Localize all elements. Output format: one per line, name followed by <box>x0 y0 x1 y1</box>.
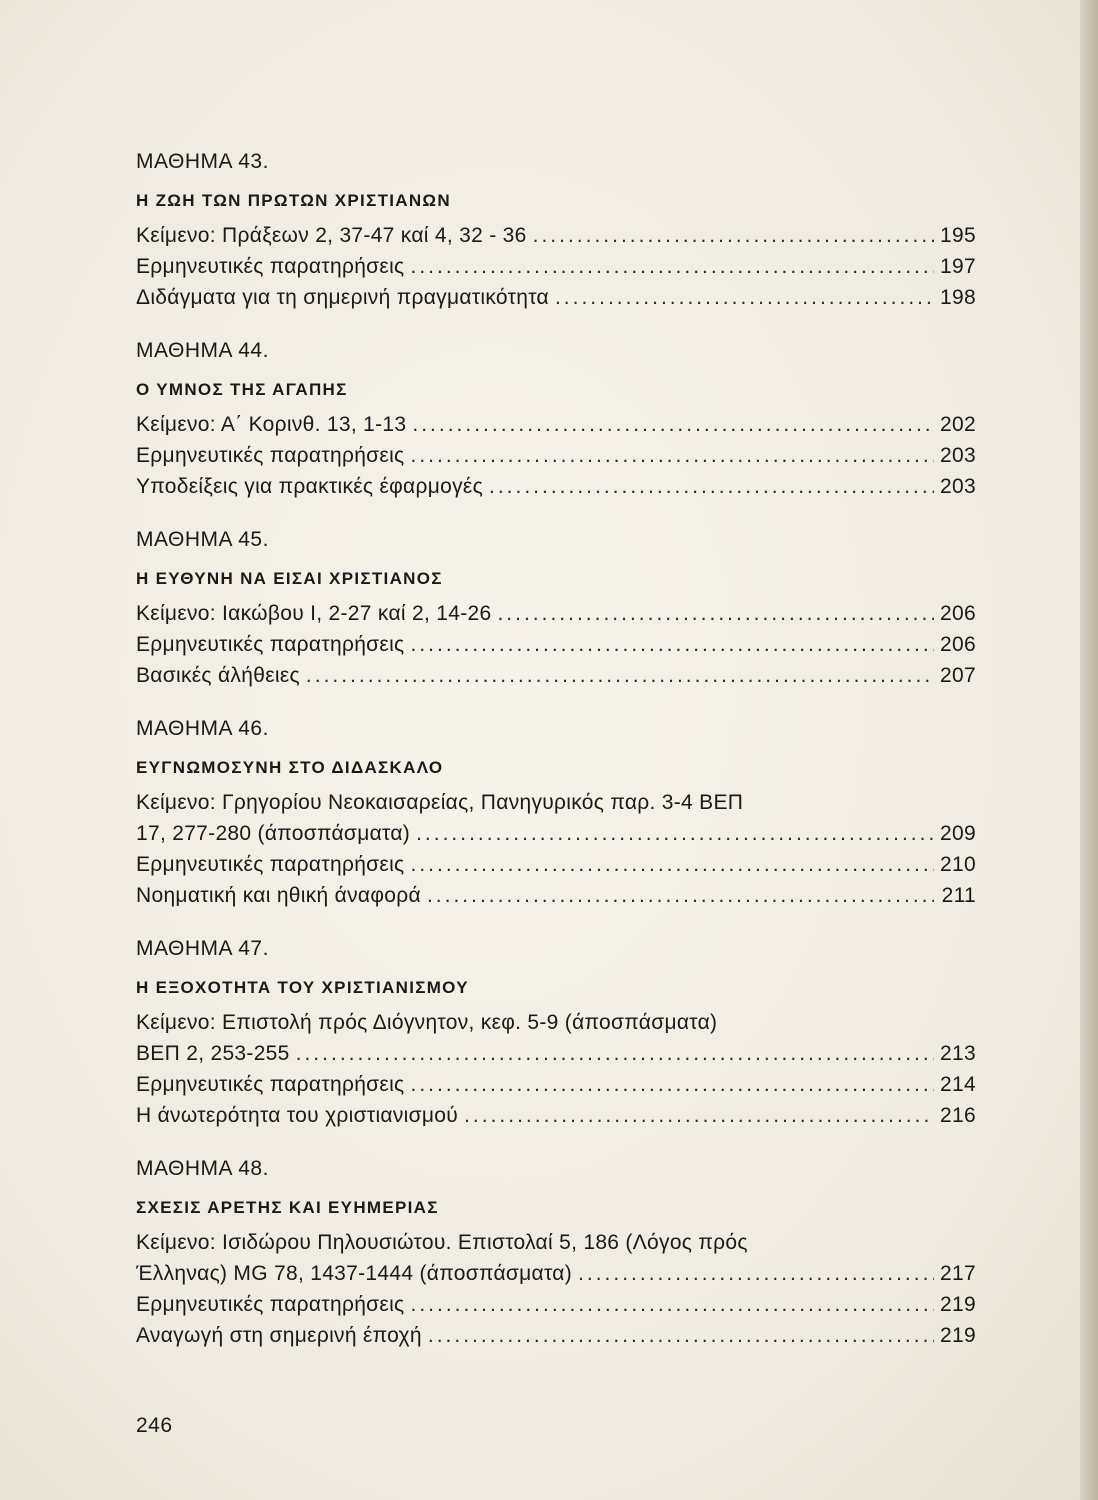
lesson-title: Η ΕΞΟΧΟΤΗΤΑ ΤΟΥ ΧΡΙΣΤΙΑΝΙΣΜΟΥ <box>136 978 469 997</box>
lesson-label: ΜΑΘΗΜΑ 45. <box>136 528 269 551</box>
lesson-47 <box>136 933 976 1131</box>
toc-entry <box>136 471 976 502</box>
lesson-title: ΣΧΕΣΙΣ ΑΡΕΤΗΣ ΚΑΙ ΕΥΗΜΕΡΙΑΣ <box>136 1198 439 1217</box>
entry-text-first-line: Κείμενο: Γρηγορίου Νεοκαισαρείας, Πανηγυρικός παρ. 3-4 ΒΕΠ <box>136 791 744 814</box>
entry-page-number: 206 <box>940 633 976 656</box>
entry-text: 17, 277-280 (άποσπάσματα) <box>136 822 411 845</box>
toc-entry <box>136 1069 976 1100</box>
entry-page-number: 219 <box>940 1293 976 1316</box>
toc-entry <box>136 629 976 660</box>
lesson-48 <box>136 1153 976 1351</box>
lesson-title: ΕΥΓΝΩΜΟΣΥΝΗ ΣΤΟ ΔΙΔΑΣΚΑΛΟ <box>136 758 444 777</box>
lesson-label: ΜΑΘΗΜΑ 47. <box>136 937 269 960</box>
dot-leader <box>489 471 934 502</box>
toc-entry <box>136 818 976 849</box>
dot-leader <box>412 409 934 440</box>
lesson-label: ΜΑΘΗΜΑ 46. <box>136 717 269 740</box>
entry-text: Διδάγματα για τη σημερινή πραγματικότητα <box>136 286 549 309</box>
entry-page-number: 207 <box>940 664 976 687</box>
toc-entry <box>136 660 976 691</box>
toc-entry <box>136 282 976 313</box>
dot-leader <box>416 818 934 849</box>
dot-leader <box>306 660 934 691</box>
entry-text: ΒΕΠ 2, 253-255 <box>136 1042 290 1065</box>
lesson-45 <box>136 524 976 691</box>
lesson-43 <box>136 146 976 313</box>
toc-entry <box>136 220 976 251</box>
entry-text: Υποδείξεις για πρακτικές έφαρμογές <box>136 475 483 498</box>
entry-page-number: 203 <box>940 475 976 498</box>
entry-page-number: 210 <box>940 853 976 876</box>
entry-text: Έλληνας) MG 78, 1437-1444 (άποσπάσματα) <box>136 1262 573 1285</box>
entry-text: Κείμενο: Πράξεων 2, 37-47 καί 4, 32 - 36 <box>136 224 527 247</box>
entry-text: Νοηματική και ηθική άναφορά <box>136 884 421 907</box>
entry-text: Ερμηνευτικές παρατηρήσεις <box>136 1073 405 1096</box>
entry-text: Κείμενο: Ιακώβου Ι, 2-27 καί 2, 14-26 <box>136 602 492 625</box>
toc-entry <box>136 880 976 911</box>
dot-leader <box>464 1100 934 1131</box>
lesson-label: ΜΑΘΗΜΑ 43. <box>136 150 269 173</box>
dot-leader <box>497 598 934 629</box>
lesson-title: Ο ΥΜΝΟΣ ΤΗΣ ΑΓΑΠΗΣ <box>136 380 348 399</box>
page-binding-edge <box>1080 0 1098 1500</box>
entry-page-number: 198 <box>940 286 976 309</box>
table-of-contents <box>136 146 976 1351</box>
dot-leader <box>533 220 934 251</box>
entry-text-first-line: Κείμενο: Ισιδώρου Πηλουσιώτου. Επιστολαί 5, 186 (Λόγος πρός <box>136 1231 748 1254</box>
entry-page-number: 203 <box>940 444 976 467</box>
page-number: 246 <box>136 1414 173 1437</box>
entry-text: Ερμηνευτικές παρατηρήσεις <box>136 633 405 656</box>
toc-entry <box>136 1289 976 1320</box>
entry-page-number: 202 <box>940 413 976 436</box>
toc-entry <box>136 440 976 471</box>
entry-text: Κείμενο: Α΄ Κορινθ. 13, 1-13 <box>136 413 407 436</box>
entry-page-number: 217 <box>940 1262 976 1285</box>
entry-page-number: 214 <box>940 1073 976 1096</box>
toc-entry <box>136 1100 976 1131</box>
lesson-46 <box>136 713 976 911</box>
entry-page-number: 206 <box>940 602 976 625</box>
toc-entry <box>136 598 976 629</box>
entry-text: Ερμηνευτικές παρατηρήσεις <box>136 1293 405 1316</box>
entry-text: Ερμηνευτικές παρατηρήσεις <box>136 444 405 467</box>
dot-leader <box>410 629 934 660</box>
entry-page-number: 213 <box>940 1042 976 1065</box>
entry-page-number: 209 <box>940 822 976 845</box>
entry-page-number: 216 <box>940 1104 976 1127</box>
entry-page-number: 211 <box>941 884 976 907</box>
lesson-title: Η ΕΥΘΥΝΗ ΝΑ ΕΙΣΑΙ ΧΡΙΣΤΙΑΝΟΣ <box>136 569 443 588</box>
entry-text: Αναγωγή στη σημερινή έποχή <box>136 1324 422 1347</box>
dot-leader <box>410 849 934 880</box>
toc-entry <box>136 251 976 282</box>
entry-text: Ερμηνευτικές παρατηρήσεις <box>136 853 405 876</box>
lesson-label: ΜΑΘΗΜΑ 44. <box>136 339 269 362</box>
entry-page-number: 219 <box>940 1324 976 1347</box>
dot-leader <box>410 1289 934 1320</box>
entry-text: Η άνωτερότητα του χριστιανισμού <box>136 1104 459 1127</box>
dot-leader <box>428 1320 934 1351</box>
dot-leader <box>410 251 934 282</box>
dot-leader <box>410 1069 934 1100</box>
dot-leader <box>296 1038 934 1069</box>
dot-leader <box>410 440 934 471</box>
toc-entry <box>136 1258 976 1289</box>
toc-entry <box>136 849 976 880</box>
toc-entry <box>136 409 976 440</box>
entry-page-number: 197 <box>940 255 976 278</box>
entry-page-number: 195 <box>940 224 976 247</box>
dot-leader <box>578 1258 934 1289</box>
toc-entry <box>136 1038 976 1069</box>
dot-leader <box>427 880 934 911</box>
dot-leader <box>555 282 934 313</box>
lesson-label: ΜΑΘΗΜΑ 48. <box>136 1157 269 1180</box>
entry-text-first-line: Κείμενο: Επιστολή πρός Διόγνητον, κεφ. 5-9 (άποσπάσματα) <box>136 1011 718 1034</box>
lesson-44 <box>136 335 976 502</box>
lesson-title: Η ΖΩΗ ΤΩΝ ΠΡΩΤΩΝ ΧΡΙΣΤΙΑΝΩΝ <box>136 191 451 210</box>
entry-text: Βασικές άλήθειες <box>136 664 300 687</box>
toc-entry <box>136 1320 976 1351</box>
entry-text: Ερμηνευτικές παρατηρήσεις <box>136 255 405 278</box>
